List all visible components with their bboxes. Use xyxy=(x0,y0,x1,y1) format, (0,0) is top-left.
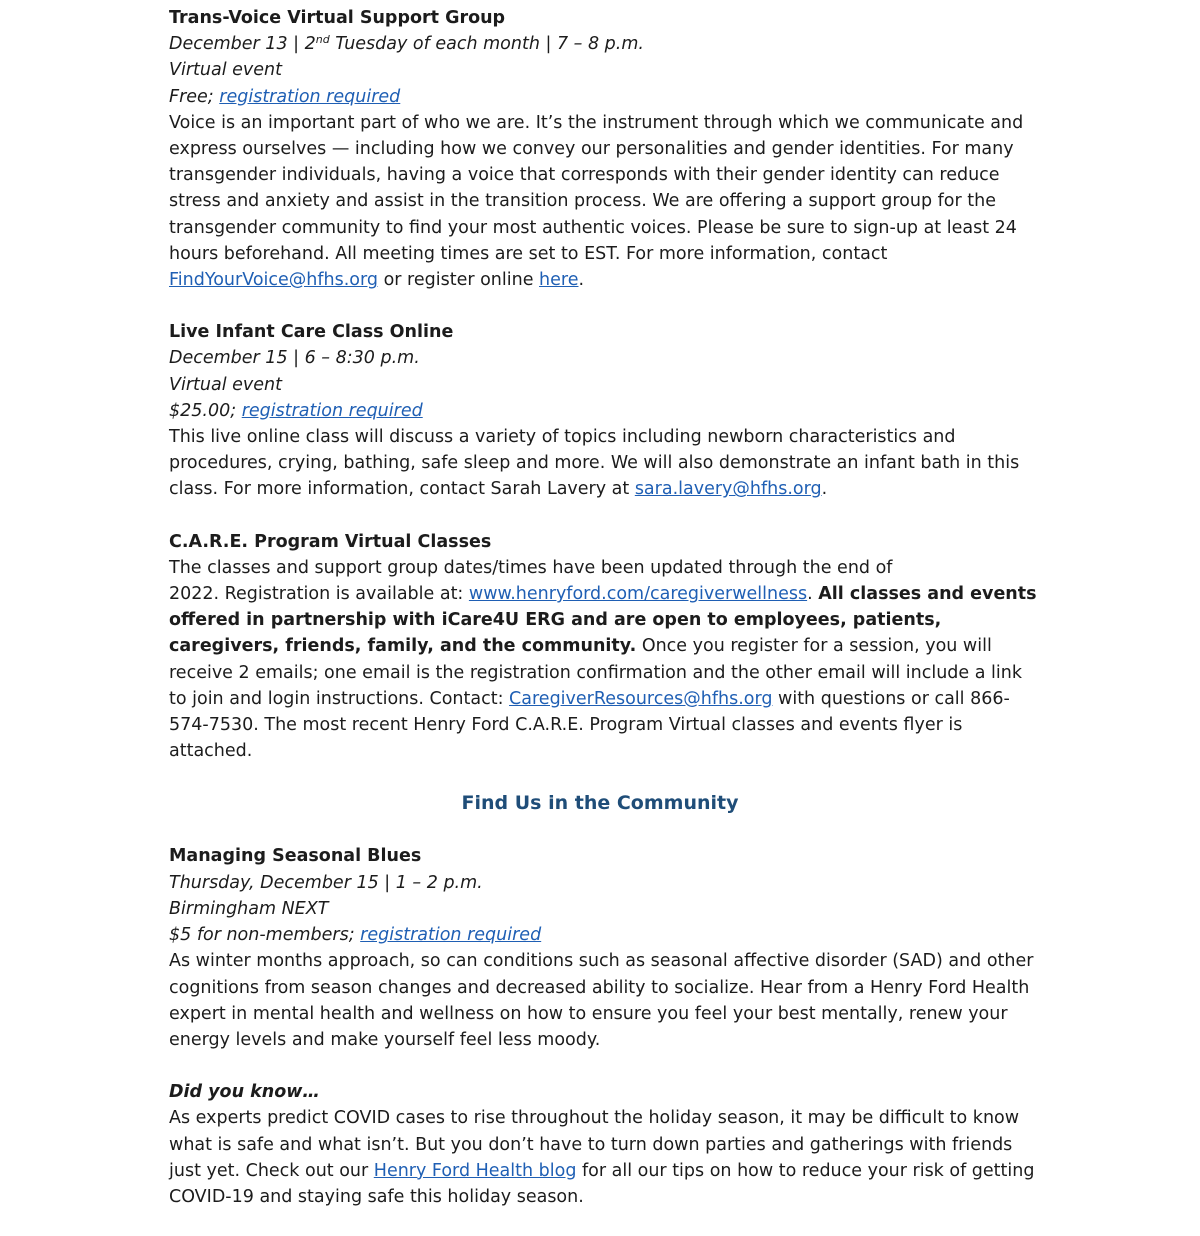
description-text-end: . xyxy=(821,479,828,500)
event-trans-voice xyxy=(169,5,1039,293)
description-text-mid: or register online xyxy=(378,270,540,291)
did-you-know-title: Did you know… xyxy=(169,1082,320,1103)
event-title: Trans-Voice Virtual Support Group xyxy=(169,8,506,28)
email-link[interactable]: FindYourVoice@hfhs.org xyxy=(169,270,379,291)
event-title: C.A.R.E. Program Virtual Classes xyxy=(169,531,492,552)
event-date xyxy=(169,31,1039,57)
event-location: Birmingham NEXT xyxy=(169,898,329,919)
event-price xyxy=(169,84,1039,110)
description-text-punct: . xyxy=(807,584,819,605)
event-date: Thursday, December 15 | 1 – 2 p.m. xyxy=(169,872,483,893)
document-content xyxy=(169,5,1039,1236)
email-link[interactable]: CaregiverResources@hfhs.org xyxy=(509,688,773,709)
did-you-know-text: As experts predict COVID cases to rise throughout the holiday season, it may be difficult to know what is safe and what isn’t. But you don’t have to turn down parties and gatherings with friends just yet. Check out our xyxy=(169,1108,1020,1181)
event-care-program xyxy=(169,529,1039,765)
partnership-notice: All classes and events offered in partnership with iCare4U ERG and are open to employees, patients, caregivers, friends, family, and the community. xyxy=(169,584,1037,657)
blog-link[interactable]: Henry Ford Health blog xyxy=(373,1160,577,1181)
event-seasonal-blues xyxy=(169,843,1039,1053)
event-price-text: $25.00; xyxy=(169,400,242,421)
description-text-2: 2022. Registration is available at: xyxy=(169,584,469,605)
description-text-4: with questions or call 866-574-7530. The most recent Henry Ford C.A.R.E. Program Virtual classes and events flyer is attached. xyxy=(169,688,1010,762)
description-text-end: . xyxy=(578,270,585,291)
did-you-know-body xyxy=(169,1105,1039,1210)
registration-link[interactable]: registration required xyxy=(219,86,401,107)
event-description: As winter months approach, so can conditions such as seasonal affective disorder (SAD) and other cognitions from season changes and decreased ability to socialize. Hear from a Henry Ford Health expert in mental health and wellness on how to ensure you feel your best mentally, renew your energy levels and make yourself feel less moody. xyxy=(169,951,1034,1050)
event-price xyxy=(169,922,1039,948)
event-description xyxy=(169,424,1039,503)
event-price xyxy=(169,398,1039,424)
register-here-link[interactable]: here xyxy=(539,270,579,291)
event-location: Virtual event xyxy=(169,60,282,81)
registration-link[interactable]: registration required xyxy=(360,925,542,946)
email-link[interactable]: sara.lavery@hfhs.org xyxy=(634,479,822,500)
event-date-start: December 13 | 2 xyxy=(169,34,316,55)
registration-link[interactable]: registration required xyxy=(241,400,423,421)
description-text: This live online class will discuss a variety of topics including newborn characteristics and procedures, crying, bathing, safe sleep and more. We will also demonstrate an infant bath in this class. For more information, contact Sarah Lavery at xyxy=(169,427,1020,500)
event-title: Live Infant Care Class Online xyxy=(169,322,454,343)
event-location: Virtual event xyxy=(169,374,282,395)
event-title: Managing Seasonal Blues xyxy=(169,846,422,867)
description-text: Voice is an important part of who we are. It’s the instrument through which we communicate and express ourselves — including how we convey our personalities and gender identities. For many transgender individuals, having a voice that corresponds with their gender identity can reduce stress and anxiety and assist in the transition process. We are offering a support group for the transgender community to find your most authentic voices. Please be sure to sign-up at least 24 hours beforehand. All meeting times are set to EST. For more information, contact xyxy=(169,112,1024,264)
event-price-text: Free; xyxy=(169,86,220,107)
caregiver-wellness-link[interactable]: www.henryford.com/caregiverwellness xyxy=(468,584,808,605)
section-heading: Find Us in the Community xyxy=(461,792,739,815)
did-you-know-text-end: for all our tips on how to reduce your risk of getting COVID-19 and staying safe this holiday season. xyxy=(169,1160,1035,1207)
event-price-text: $5 for non-members; xyxy=(169,925,361,946)
event-date: December 15 | 6 – 8:30 p.m. xyxy=(169,348,420,369)
event-description xyxy=(169,110,1039,293)
event-date-suffix: nd xyxy=(315,33,330,47)
did-you-know xyxy=(169,1079,1039,1210)
event-date-end: Tuesday of each month | 7 – 8 p.m. xyxy=(329,34,644,55)
event-description xyxy=(169,555,1039,765)
description-text-3: Once you register for a session, you will receive 2 emails; one email is the registration confirmation and the other email will include a link to join and login instructions. Contact: xyxy=(169,636,1022,709)
event-infant-care xyxy=(169,319,1039,502)
description-text: The classes and support group dates/times have been updated through the end of xyxy=(169,557,893,578)
